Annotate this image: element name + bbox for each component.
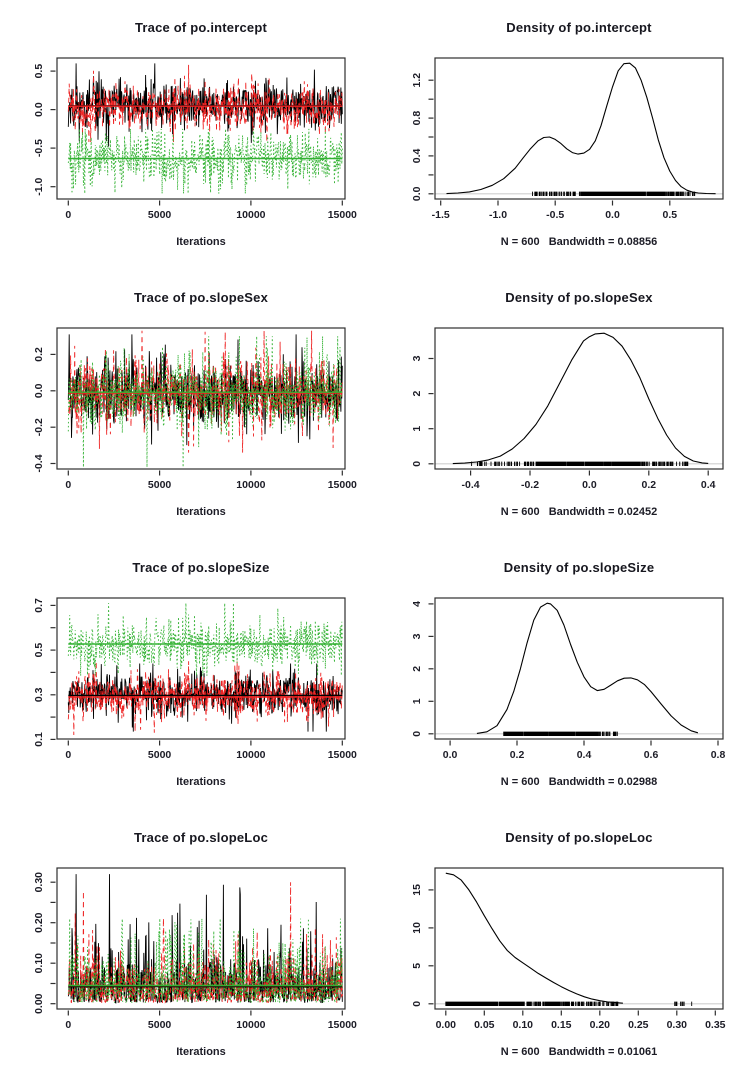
y-tick-label: 0.2 (33, 347, 45, 362)
x-tick-label: 0 (65, 209, 72, 221)
density-po-slopesex-canvas (378, 270, 756, 540)
y-tick-label: -0.2 (33, 418, 45, 437)
y-tick-label: 0.5 (33, 642, 45, 658)
y-tick-label: 0.0 (33, 102, 45, 117)
x-tick-label: 0 (65, 479, 72, 491)
trace-po-slopeloc-panel (0, 810, 378, 1082)
x-tick-label: -0.5 (546, 209, 565, 221)
x-tick-label: 0.00 (435, 1019, 457, 1031)
x-tick-label: 5000 (147, 209, 172, 221)
density-curve (477, 603, 698, 733)
x-axis-label: Iterations (176, 1046, 226, 1058)
y-tick-label: 0.1 (33, 732, 45, 747)
x-tick-label: 0.6 (643, 749, 659, 761)
x-tick-label: 5000 (147, 479, 172, 491)
x-tick-label: 0.0 (582, 479, 597, 491)
plot-box (435, 598, 723, 739)
x-tick-label: 15000 (327, 1019, 357, 1031)
x-tick-label: 0.05 (474, 1019, 495, 1031)
panel-title: Trace of po.slopeSex (133, 290, 269, 305)
density-curve (446, 873, 623, 1003)
panel-title: Trace of po.intercept (134, 20, 268, 35)
x-tick-label: 0.2 (641, 479, 657, 491)
y-tick-label: 0.10 (33, 952, 45, 974)
x-tick-label: 0.0 (442, 749, 458, 761)
y-tick-label: 0 (411, 460, 423, 467)
density-po-slopeloc-panel (378, 810, 756, 1082)
panel-title: Trace of po.slopeLoc (133, 830, 269, 845)
y-tick-label: 0.7 (33, 598, 45, 613)
y-tick-label: 0.8 (411, 110, 423, 126)
y-tick-label: 1.2 (411, 72, 423, 88)
x-tick-label: 0.20 (589, 1019, 611, 1031)
x-axis-label: N = 600 Bandwidth = 0.02988 (500, 776, 658, 788)
x-axis-label: Iterations (176, 776, 226, 788)
y-tick-label: 0.00 (33, 993, 45, 1014)
density-curve (453, 333, 708, 463)
x-tick-label: 0.30 (666, 1019, 688, 1031)
x-tick-label: 0.35 (705, 1019, 726, 1031)
x-tick-label: -0.4 (461, 479, 480, 491)
x-tick-label: 5000 (147, 1019, 172, 1031)
density-po-slopesex-panel (378, 270, 756, 540)
trace-po-slopesize-canvas (0, 540, 378, 810)
y-tick-label: 2 (411, 390, 423, 397)
density-po-slopesize-panel (378, 540, 756, 810)
rug-marks (533, 192, 695, 196)
y-tick-label: 5 (411, 962, 423, 969)
y-tick-label: 1 (411, 425, 423, 432)
x-tick-label: 15000 (327, 209, 357, 221)
trace-po-intercept-panel (0, 0, 378, 270)
y-tick-label: 3 (411, 355, 423, 362)
y-tick-label: 2 (411, 665, 423, 672)
x-tick-label: 10000 (236, 749, 266, 761)
trace-po-slopeloc-canvas (0, 810, 378, 1082)
y-tick-label: 4 (411, 600, 423, 607)
x-tick-label: 0.15 (551, 1019, 572, 1031)
y-tick-label: 0 (411, 730, 423, 737)
x-tick-label: 0 (65, 1019, 72, 1031)
x-tick-label: 10000 (236, 479, 266, 491)
x-tick-label: 5000 (147, 749, 172, 761)
x-axis-label: Iterations (176, 236, 226, 248)
x-tick-label: 0.2 (509, 749, 525, 761)
x-axis-label: N = 600 Bandwidth = 0.08856 (500, 236, 658, 248)
trace-po-slopesize-panel (0, 540, 378, 810)
y-tick-label: 0.4 (411, 148, 423, 164)
y-tick-label: 0 (411, 1000, 423, 1007)
x-tick-label: -0.2 (520, 479, 540, 491)
panel-title: Density of po.intercept (506, 20, 652, 35)
x-axis-label: N = 600 Bandwidth = 0.02452 (500, 506, 658, 518)
panel-title: Density of po.slopeLoc (505, 830, 653, 845)
x-tick-label: 15000 (327, 749, 357, 761)
x-tick-label: 0.0 (605, 209, 620, 221)
x-tick-label: 0.10 (512, 1019, 534, 1031)
x-tick-label: 10000 (236, 209, 266, 221)
trace-chain3 (68, 603, 342, 676)
density-curve (447, 63, 716, 194)
y-tick-label: -0.5 (33, 139, 45, 158)
x-tick-label: 15000 (327, 479, 357, 491)
trace-po-slopesex-canvas (0, 270, 378, 540)
y-tick-label: 15 (411, 884, 423, 896)
x-tick-label: 0.25 (628, 1019, 649, 1031)
y-tick-label: 0.0 (33, 383, 45, 399)
plot-box (435, 868, 723, 1009)
y-tick-label: 0.5 (33, 63, 45, 79)
y-tick-label: 0.30 (33, 871, 45, 893)
plot-box (57, 598, 345, 739)
panel-title: Density of po.slopeSize (503, 560, 655, 575)
panel-title: Trace of po.slopeSize (132, 560, 270, 575)
x-tick-label: 0.5 (662, 209, 678, 221)
x-tick-label: 0.8 (710, 749, 726, 761)
y-tick-label: 0.3 (33, 687, 45, 703)
plot-box (435, 58, 723, 199)
y-tick-label: 0.0 (411, 186, 423, 202)
x-tick-label: 10000 (236, 1019, 266, 1031)
x-axis-label: Iterations (176, 506, 226, 518)
y-tick-label: 3 (411, 633, 423, 640)
y-tick-label: -1.0 (33, 177, 45, 196)
density-po-intercept-canvas (378, 0, 756, 270)
rug-marks (504, 732, 618, 736)
x-tick-label: 0.4 (700, 479, 716, 491)
x-tick-label: 0.4 (576, 749, 592, 761)
density-po-slopeloc-canvas (378, 810, 756, 1082)
y-tick-label: 1 (411, 698, 423, 705)
plot-box (57, 58, 345, 199)
trace-po-slopesex-panel (0, 270, 378, 540)
x-tick-label: -1.5 (431, 209, 450, 221)
density-po-intercept-panel (378, 0, 756, 270)
density-po-slopesize-canvas (378, 540, 756, 810)
x-tick-label: -1.0 (488, 209, 508, 221)
y-tick-label: 0.20 (33, 912, 45, 933)
y-tick-label: 10 (411, 922, 423, 934)
x-axis-label: N = 600 Bandwidth = 0.01061 (500, 1046, 658, 1058)
x-tick-label: 0 (65, 749, 72, 761)
panel-title: Density of po.slopeSex (505, 290, 653, 305)
trace-po-intercept-canvas (0, 0, 378, 270)
trace-chain3 (68, 129, 342, 194)
y-tick-label: -0.4 (33, 454, 45, 473)
